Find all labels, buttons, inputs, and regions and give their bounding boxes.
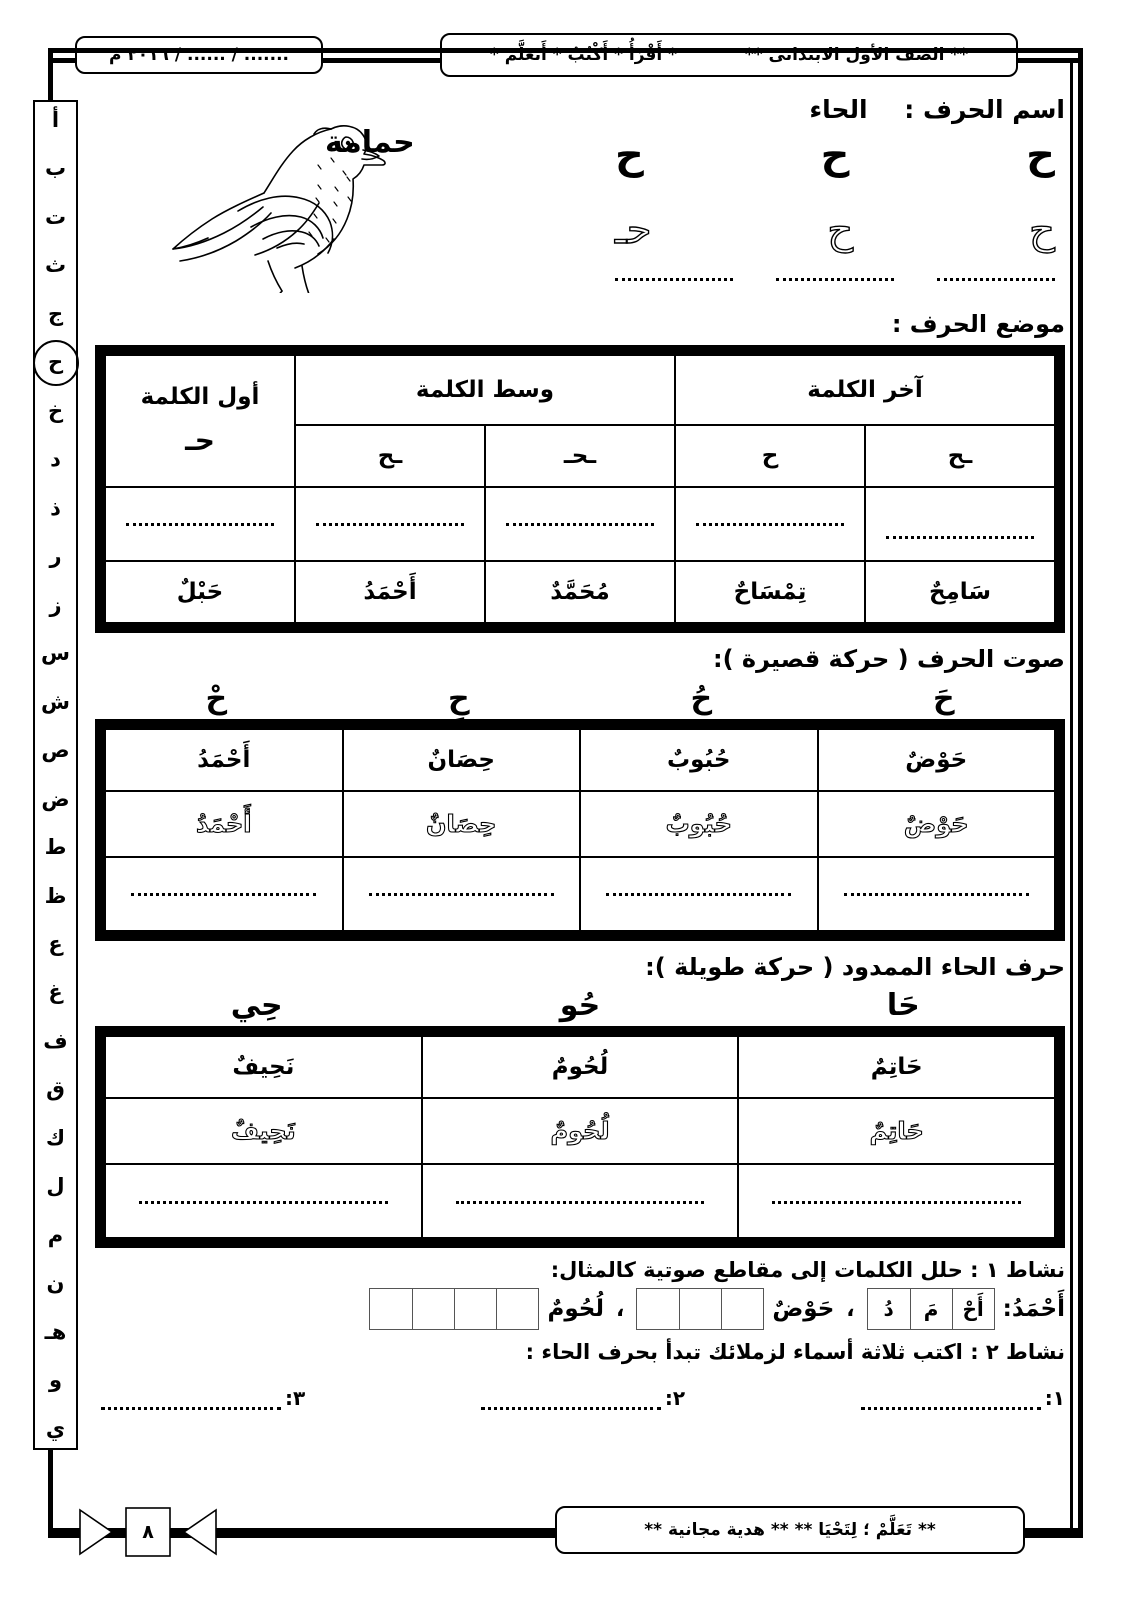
vowel-word-trace[interactable] <box>580 791 818 857</box>
page-number-ribbon <box>78 1506 218 1558</box>
vowel-word-trace[interactable] <box>818 791 1056 857</box>
sidebar-letter-ذ[interactable]: ذ <box>50 495 61 520</box>
vowel-word-trace[interactable] <box>343 791 581 857</box>
sidebar-letter-ص[interactable]: ص <box>41 738 70 763</box>
position-form-end-1: ح <box>675 425 865 487</box>
position-header-start-label: أول الكلمة <box>140 384 260 411</box>
position-blank-end-2[interactable] <box>865 487 1055 561</box>
activity1-item-word: حَوْضٌ <box>772 1296 835 1323</box>
long-vowel-section-title: حرف الحاء الممدود ( حركة طويلة ): <box>645 952 1065 981</box>
dotted-line <box>886 535 1033 539</box>
footer-motto: ** تَعَلَّمْ ؛ لِتَحْيَا ** ** هدية مجانية ** <box>644 1520 936 1540</box>
trace-text: أَحْمَدُ <box>196 809 252 838</box>
syllable-cell[interactable]: مَ <box>910 1289 952 1329</box>
dotted-line <box>101 1393 281 1410</box>
vowel-word: حَاتِمٌ <box>738 1036 1055 1098</box>
dotted-line <box>369 892 554 896</box>
dotted-line <box>506 522 653 526</box>
activity1-example <box>867 1288 1065 1330</box>
position-table-outer <box>95 345 1065 633</box>
vowel-word: أَحْمَدُ <box>105 729 343 791</box>
sidebar-letter-ب[interactable]: ب <box>44 156 67 181</box>
sidebar-letter-ك[interactable]: ك <box>45 1125 66 1150</box>
trace-text: حَوْضٌ <box>903 809 969 838</box>
sidebar-letter-س[interactable]: س <box>41 641 70 666</box>
activity1-title: نشاط ١ : حلل الكلمات إلى مقاطع صوتية كالمثال: <box>550 1258 1065 1283</box>
letter-solid-form: ح <box>820 132 850 178</box>
answer-line[interactable] <box>475 1386 685 1410</box>
table-row <box>105 1164 1055 1238</box>
syllable-cell[interactable] <box>496 1289 538 1329</box>
short-vowel-section-title: صوت الحرف ( حركة قصيرة ): <box>712 644 1065 673</box>
dotted-line <box>844 892 1029 896</box>
vowel-word-trace[interactable] <box>105 791 343 857</box>
dotted-line <box>131 892 316 896</box>
position-blank-end-1[interactable] <box>675 487 865 561</box>
vowel-word-blank[interactable] <box>738 1164 1055 1238</box>
activity1-example-word: أَحْمَدُ: <box>1002 1296 1065 1323</box>
position-form-middle-1: ـح <box>295 425 485 487</box>
dotted-line <box>861 1393 1041 1410</box>
syllable-cell[interactable]: دُ <box>883 1297 894 1322</box>
dotted-line <box>456 1200 705 1204</box>
page-number: ٨ <box>142 1521 154 1543</box>
position-blank-middle-2[interactable] <box>485 487 675 561</box>
table-row <box>105 1036 1055 1098</box>
short-vowel-marks <box>95 682 1065 715</box>
letter-trace-form[interactable]: حـ <box>615 207 652 253</box>
table-row <box>105 791 1055 857</box>
writing-line[interactable] <box>937 278 1055 281</box>
header-title-motto: * أَقْرَأُ * أَكْتُبُ * أَتَعَلَّمُ * <box>489 45 678 65</box>
letter-solid-form: ح <box>615 132 644 178</box>
vowel-word: نَحِيفٌ <box>105 1036 422 1098</box>
letter-name-value: الحاء <box>809 95 868 124</box>
syllable-cell[interactable] <box>370 1289 412 1329</box>
vowel-word: حِصَانٌ <box>343 729 581 791</box>
writing-line[interactable] <box>615 278 733 281</box>
vowel-word: لُحُومٌ <box>422 1036 739 1098</box>
syllable-boxes[interactable] <box>636 1288 764 1330</box>
syllable-boxes[interactable] <box>369 1288 539 1330</box>
sidebar-letter-ل[interactable]: ل <box>46 1174 65 1199</box>
letter-intro-row <box>95 85 1065 310</box>
dotted-line <box>772 1200 1021 1204</box>
worksheet-content <box>95 85 1065 1485</box>
letter-trace-form[interactable]: ح <box>1029 207 1055 253</box>
activity2-title: نشاط ٢ : اكتب ثلاثة أسماء لزملائك تبدأ بحرف الحاء : <box>525 1340 1065 1365</box>
picture-label: حمامة <box>325 125 415 160</box>
long-vowel-table-outer <box>95 1026 1065 1248</box>
sidebar-letter-ح[interactable]: ح <box>47 350 64 375</box>
position-header-middle: وسط الكلمة <box>295 355 675 425</box>
sidebar-letter-ج[interactable]: ج <box>47 301 64 326</box>
vowel-word-trace[interactable] <box>422 1098 739 1164</box>
pigeon-icon <box>135 93 465 293</box>
position-word-middle-1: أَحْمَدُ <box>295 561 485 623</box>
sidebar-letter-ض[interactable]: ض <box>41 786 70 811</box>
vowel-word-blank[interactable] <box>422 1164 739 1238</box>
sidebar-letter-ر[interactable]: ر <box>49 544 62 569</box>
sidebar-letter-ظ[interactable]: ظ <box>44 883 67 908</box>
sidebar-letter-أ[interactable]: أ <box>51 108 60 132</box>
vowel-word-trace[interactable] <box>105 1098 422 1164</box>
table-row <box>105 857 1055 931</box>
position-blank-middle-1[interactable] <box>295 487 485 561</box>
sidebar-letter-ث[interactable]: ث <box>44 253 67 278</box>
sidebar-letter-خ[interactable]: خ <box>47 398 64 423</box>
letter-writing-lines[interactable] <box>615 278 1055 281</box>
sidebar-letter-ز[interactable]: ز <box>49 592 62 617</box>
sidebar-letter-غ[interactable]: غ <box>48 980 63 1005</box>
sidebar-letter-ت[interactable]: ت <box>44 204 67 229</box>
vowel-mark: حِي <box>230 988 283 1024</box>
sidebar-letter-ن[interactable]: ن <box>46 1271 65 1296</box>
sidebar-letter-ش[interactable]: ش <box>41 689 70 714</box>
letter-solid-forms <box>615 132 1055 178</box>
sidebar-letter-ق[interactable]: ق <box>46 1077 65 1102</box>
dotted-line <box>316 522 463 526</box>
vowel-mark: حَا <box>886 988 920 1024</box>
position-form-middle-2: ـحـ <box>485 425 675 487</box>
table-row <box>105 561 1055 623</box>
vowel-mark: حُ <box>690 680 713 716</box>
syllable-cell[interactable]: أَحْ <box>952 1289 994 1329</box>
position-word-end-1: تِمْسَاحٌ <box>675 561 865 623</box>
dotted-line <box>696 522 843 526</box>
trace-text: لُحُومٌ <box>550 1117 610 1146</box>
letter-name-label: اسم الحرف : <box>904 95 1065 124</box>
separator: ، <box>846 1296 855 1322</box>
position-form-start: حـ <box>185 424 215 458</box>
sidebar-letter-ط[interactable]: ط <box>44 835 67 860</box>
writing-line[interactable] <box>776 278 894 281</box>
vowel-word-blank[interactable] <box>105 1164 422 1238</box>
sidebar-letter-هـ[interactable]: هـ <box>44 1319 67 1344</box>
vowel-word: حُبُوبٌ <box>580 729 818 791</box>
vowel-mark: حِ <box>447 680 470 716</box>
separator: ، <box>615 1296 625 1322</box>
alphabet-sidebar[interactable] <box>33 100 78 1450</box>
position-word-start: حَبْلٌ <box>105 561 295 623</box>
trace-text: حُبُوبٌ <box>665 809 732 838</box>
sidebar-letter-م[interactable]: م <box>47 1222 64 1247</box>
position-header-start <box>105 355 295 487</box>
dotted-line <box>139 1200 388 1204</box>
date-line: ....... / ...... / ٢٠١٦ م <box>109 45 289 65</box>
syllable-cell[interactable] <box>412 1289 454 1329</box>
vowel-word-trace[interactable] <box>738 1098 1055 1164</box>
vowel-mark: حُو <box>559 988 601 1024</box>
syllable-boxes[interactable] <box>867 1288 995 1330</box>
position-word-end-2: سَامِحٌ <box>865 561 1055 623</box>
vowel-mark: حَ <box>932 680 955 716</box>
activity2-answers <box>95 1386 1065 1410</box>
position-form-end-2: ـح <box>865 425 1055 487</box>
sidebar-letter-ف[interactable]: ف <box>43 1028 68 1053</box>
frame-inner-rule <box>1070 58 1073 1538</box>
position-header-end: آخر الكلمة <box>675 355 1055 425</box>
position-blank-start[interactable] <box>105 487 295 561</box>
letter-solid-form: ح <box>1026 132 1055 178</box>
table-row <box>105 1098 1055 1164</box>
answer-line[interactable] <box>855 1386 1065 1410</box>
dotted-line <box>481 1393 661 1410</box>
syllable-cell[interactable] <box>454 1289 496 1329</box>
vowel-word-blank[interactable] <box>818 857 1056 931</box>
dotted-line <box>606 892 791 896</box>
syllable-cell[interactable] <box>679 1289 721 1329</box>
long-vowel-table <box>104 1035 1056 1239</box>
table-row <box>105 355 1055 425</box>
letter-trace-form[interactable]: ح <box>827 207 854 253</box>
sidebar-letter-ع[interactable]: ع <box>48 931 63 956</box>
position-word-middle-2: مُحَمَّدٌ <box>485 561 675 623</box>
dotted-line <box>126 522 273 526</box>
letter-trace-forms[interactable] <box>615 207 1055 253</box>
trace-text: حِصَانٌ <box>426 809 497 838</box>
vowel-word: حَوْضٌ <box>818 729 1056 791</box>
footer-motto-box <box>555 1506 1025 1554</box>
vowel-mark: حْ <box>205 680 228 716</box>
syllable-cell[interactable] <box>721 1289 763 1329</box>
sidebar-letter-د[interactable]: د <box>50 447 61 472</box>
trace-text: حَاتِمٌ <box>869 1117 924 1146</box>
answer-number: ٣: <box>285 1386 306 1411</box>
short-vowel-table <box>104 728 1056 932</box>
vowel-word-blank[interactable] <box>343 857 581 931</box>
vowel-word-blank[interactable] <box>105 857 343 931</box>
long-vowel-marks <box>95 989 1065 1022</box>
table-row <box>105 729 1055 791</box>
answer-line[interactable] <box>95 1386 305 1410</box>
header-title-grade: ** الصف الأول الابتدائى ** <box>744 45 969 65</box>
table-row <box>105 487 1055 561</box>
sidebar-letter-ي[interactable]: ي <box>45 1416 66 1441</box>
activity1-row <box>95 1288 1065 1330</box>
activity1-item <box>636 1288 834 1330</box>
activity1-item-word: لُحُومٌ <box>547 1296 604 1323</box>
activity1-item <box>369 1288 604 1330</box>
trace-text: نَحِيفٌ <box>231 1117 296 1146</box>
answer-number: ١: <box>1044 1386 1065 1411</box>
short-vowel-table-outer <box>95 719 1065 941</box>
letter-name-heading <box>809 95 1065 124</box>
vowel-word-blank[interactable] <box>580 857 818 931</box>
syllable-cell[interactable] <box>637 1289 679 1329</box>
sidebar-letter-و[interactable]: و <box>48 1368 63 1393</box>
answer-number: ٢: <box>664 1386 686 1411</box>
position-section-title: موضع الحرف : <box>891 310 1065 338</box>
position-table <box>104 354 1056 624</box>
